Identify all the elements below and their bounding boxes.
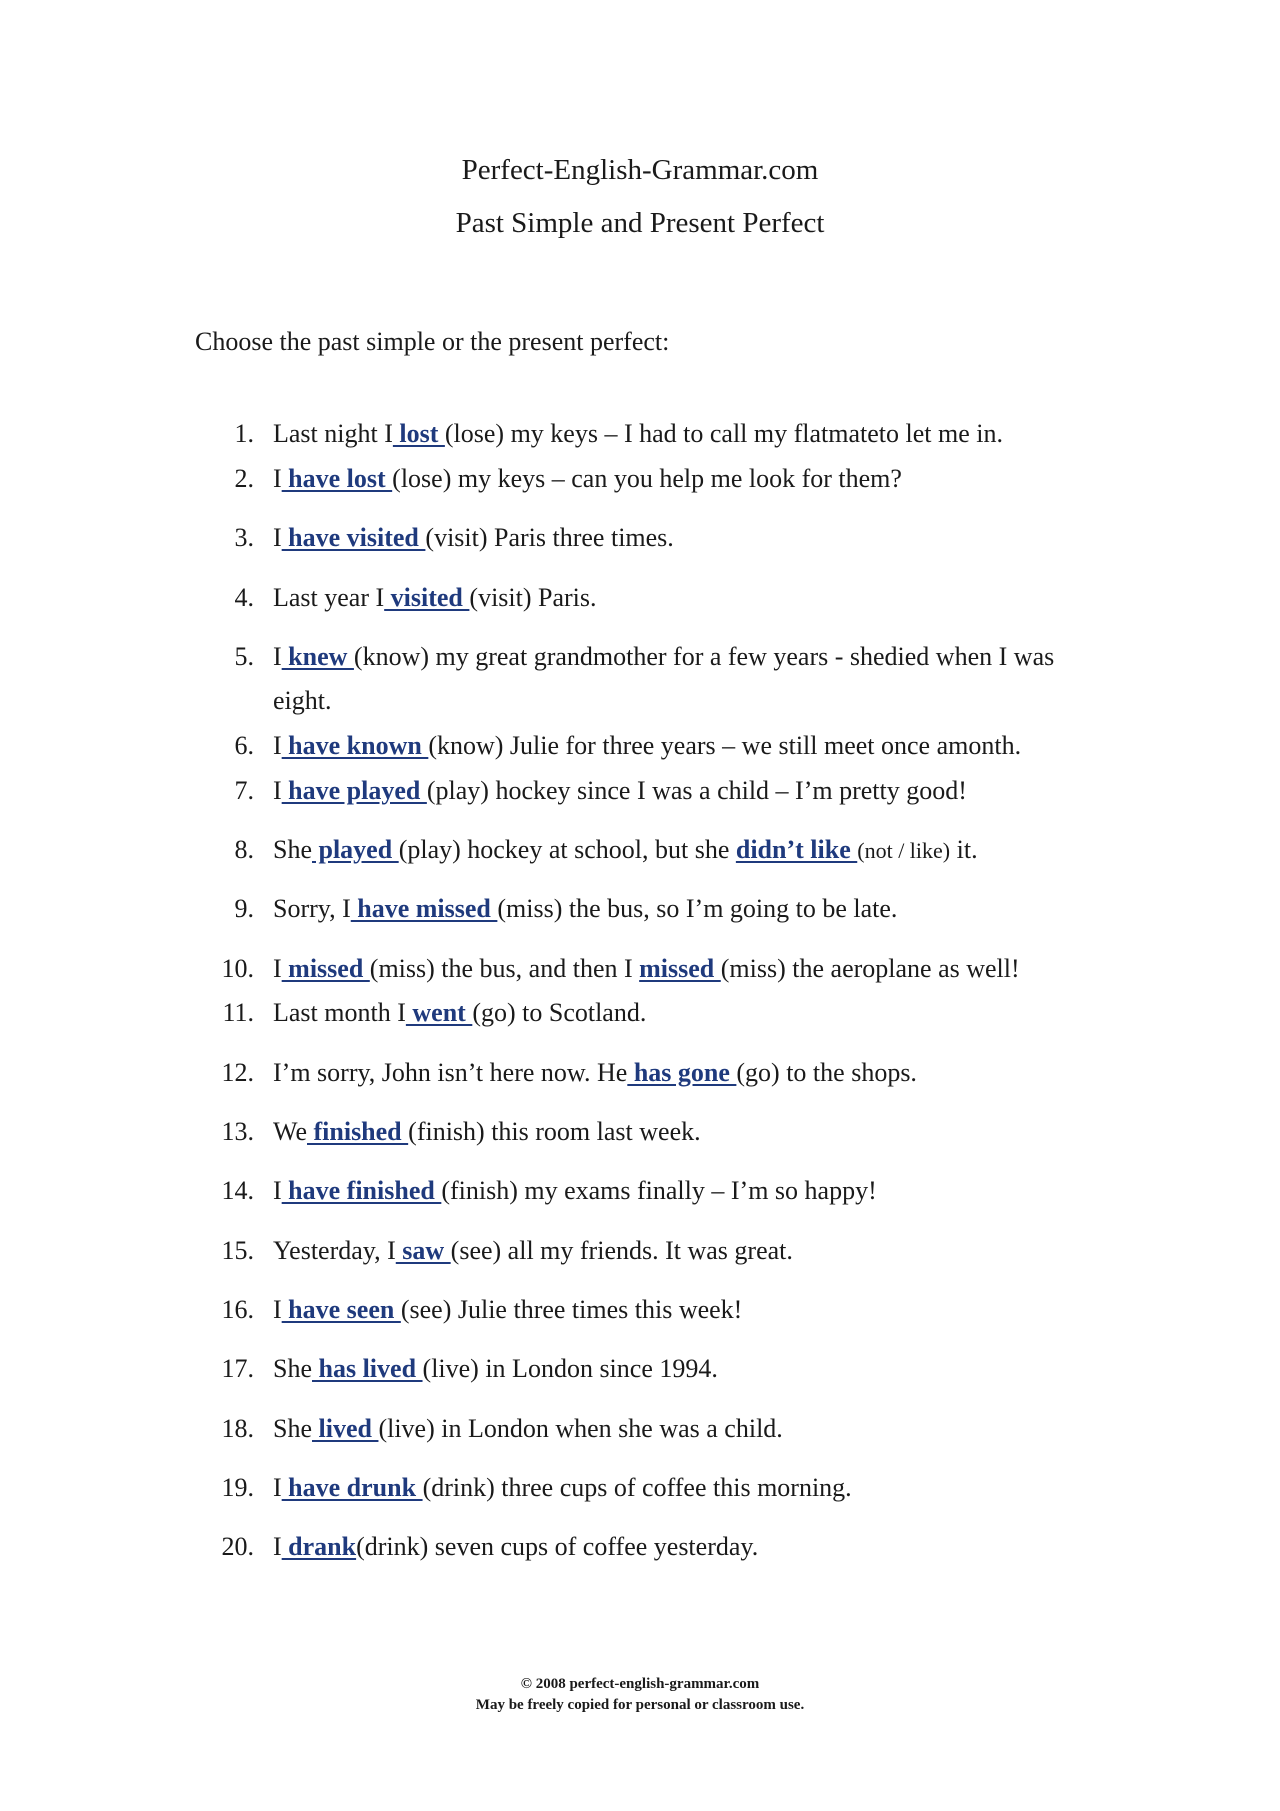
item-sentence: [273, 730, 1021, 762]
sentence-end: it.: [950, 835, 978, 864]
sentence-start: We: [273, 1117, 307, 1146]
answer-blank: have lost: [281, 464, 393, 493]
footer-license: May be freely copied for personal or classroom use.: [475, 1697, 805, 1713]
answer-blank: visited: [384, 583, 470, 612]
item-sentence: [273, 1175, 877, 1207]
item-number-label: 8.: [234, 835, 254, 864]
sentence-start: She: [273, 1354, 312, 1383]
sentence-middle: (lose) my keys – I had to call my flatmateto let me in.: [444, 419, 1003, 448]
answer-blank: drank: [281, 1532, 357, 1561]
sentence-middle: (visit) Paris.: [469, 583, 597, 612]
answer-blank: has lived: [312, 1354, 423, 1383]
item-sentence: [273, 893, 897, 925]
item-sentence: [273, 997, 646, 1029]
item-number-label: 6.: [234, 731, 254, 760]
sentence-middle: (lose) my keys – can you help me look for them?: [392, 464, 902, 493]
answer-blank: missed: [281, 954, 370, 983]
sentence-start: I’m sorry, John isn’t here now. He: [273, 1058, 628, 1087]
sentence-middle: (go) to Scotland.: [472, 998, 647, 1027]
sentence-start: Sorry, I: [273, 894, 351, 923]
item-sentence: [273, 1235, 793, 1267]
answer-blank: have drunk: [281, 1473, 423, 1502]
item-sentence: [273, 522, 674, 554]
answer-blank: have seen: [281, 1295, 401, 1324]
worksheet-title: Past Simple and Present Perfect: [455, 207, 825, 239]
item-sentence: [273, 953, 1020, 985]
sentence-middle: (live) in London since 1994.: [422, 1354, 718, 1383]
answer-blank-2: missed: [639, 954, 721, 983]
answer-blank: lived: [312, 1414, 379, 1443]
item-sentence: [273, 582, 597, 614]
sentence-start: I: [273, 1176, 282, 1205]
sentence-start: I: [273, 464, 282, 493]
sentence-start: Last year I: [273, 583, 385, 612]
item-number-label: 1.: [234, 419, 254, 448]
sentence-start: She: [273, 1414, 312, 1443]
sentence-start: I: [273, 642, 282, 671]
sentence-middle: (know) Julie for three years – we still meet once amonth.: [428, 731, 1022, 760]
answer-blank: went: [405, 998, 473, 1027]
answer-blank: played: [312, 835, 399, 864]
item-sentence: [273, 1531, 758, 1563]
sentence-middle: (see) all my friends. It was great.: [450, 1236, 793, 1265]
answer-blank: has gone: [627, 1058, 737, 1087]
item-sentence: [273, 834, 978, 867]
answer-blank-2: didn’t like: [735, 835, 858, 864]
sentence-middle: (play) hockey at school, but she: [398, 835, 736, 864]
site-title: Perfect-English-Grammar.com: [461, 154, 819, 186]
answer-blank: have known: [281, 731, 429, 760]
item-number-label: 18.: [221, 1414, 254, 1443]
item-number-label: 4.: [234, 583, 254, 612]
item-number-label: 13.: [221, 1117, 254, 1146]
sentence-middle: (drink) three cups of coffee this morning.: [422, 1473, 852, 1502]
item-number-label: 11.: [222, 998, 254, 1027]
item-number-label: 5.: [234, 642, 254, 671]
sentence-start: Yesterday, I: [273, 1236, 396, 1265]
sentence-middle: (miss) the bus, so I’m going to be late.: [497, 894, 898, 923]
sentence-middle: (play) hockey since I was a child – I’m pretty good!: [426, 776, 967, 805]
item-number-label: 3.: [234, 523, 254, 552]
item-number-label: 17.: [221, 1354, 254, 1383]
answer-blank: finished: [307, 1117, 409, 1146]
answer-blank: have played: [281, 776, 427, 805]
item-sentence: [273, 1472, 852, 1504]
item-number-label: 12.: [221, 1058, 254, 1087]
sentence-middle: (finish) my exams finally – I’m so happy!: [441, 1176, 877, 1205]
item-number-label: 2.: [234, 464, 254, 493]
sentence-middle: (drink) seven cups of coffee yesterday.: [356, 1532, 759, 1561]
item-number-label: 14.: [221, 1176, 254, 1205]
sentence-hint: (not / like): [857, 838, 951, 863]
item-number-label: 19.: [221, 1473, 254, 1502]
sentence-middle: (go) to the shops.: [736, 1058, 917, 1087]
instruction-text: Choose the past simple or the present perfect:: [195, 327, 670, 356]
sentence-start: I: [273, 1532, 282, 1561]
item-sentence: [273, 775, 967, 807]
footer-copyright: © 2008 perfect-english-grammar.com: [520, 1676, 760, 1692]
item-sentence: [273, 463, 902, 495]
answer-blank: have finished: [281, 1176, 442, 1205]
item-number-label: 16.: [221, 1295, 254, 1324]
item-sentence: [273, 1057, 917, 1089]
sentence-middle: (visit) Paris three times.: [425, 523, 674, 552]
answer-blank: knew: [281, 642, 354, 671]
item-sentence: [273, 1116, 701, 1148]
sentence-start: I: [273, 954, 282, 983]
item-number-label: 20.: [221, 1532, 254, 1561]
sentence-middle: (live) in London when she was a child.: [378, 1414, 783, 1443]
sentence-middle: (know) my great grandmother for a few years - shedied when I was: [353, 642, 1055, 671]
item-sentence: [273, 418, 1003, 450]
item-sentence: [273, 1294, 742, 1326]
answer-blank: have visited: [281, 523, 426, 552]
sentence-middle: (see) Julie three times this week!: [400, 1295, 743, 1324]
item-sentence: [273, 1413, 783, 1445]
sentence-start: I: [273, 523, 282, 552]
item-sentence: [273, 1353, 718, 1385]
sentence-middle: (finish) this room last week.: [408, 1117, 701, 1146]
sentence-start: I: [273, 1473, 282, 1502]
sentence-start: I: [273, 1295, 282, 1324]
item-sentence-continued: eight.: [273, 686, 332, 715]
sentence-start: I: [273, 731, 282, 760]
sentence-start: I: [273, 776, 282, 805]
sentence-start: She: [273, 835, 312, 864]
sentence-middle: (miss) the bus, and then I: [369, 954, 640, 983]
sentence-start: Last month I: [273, 998, 406, 1027]
sentence-start: Last night I: [273, 419, 393, 448]
item-number-label: 9.: [234, 894, 254, 923]
answer-blank: have missed: [350, 894, 498, 923]
item-sentence: [273, 641, 1054, 673]
sentence-end: (miss) the aeroplane as well!: [720, 954, 1020, 983]
answer-blank: lost: [392, 419, 445, 448]
answer-blank: saw: [395, 1236, 451, 1265]
item-number-label: 7.: [234, 776, 254, 805]
item-number-label: 10.: [221, 954, 254, 983]
item-number-label: 15.: [221, 1236, 254, 1265]
